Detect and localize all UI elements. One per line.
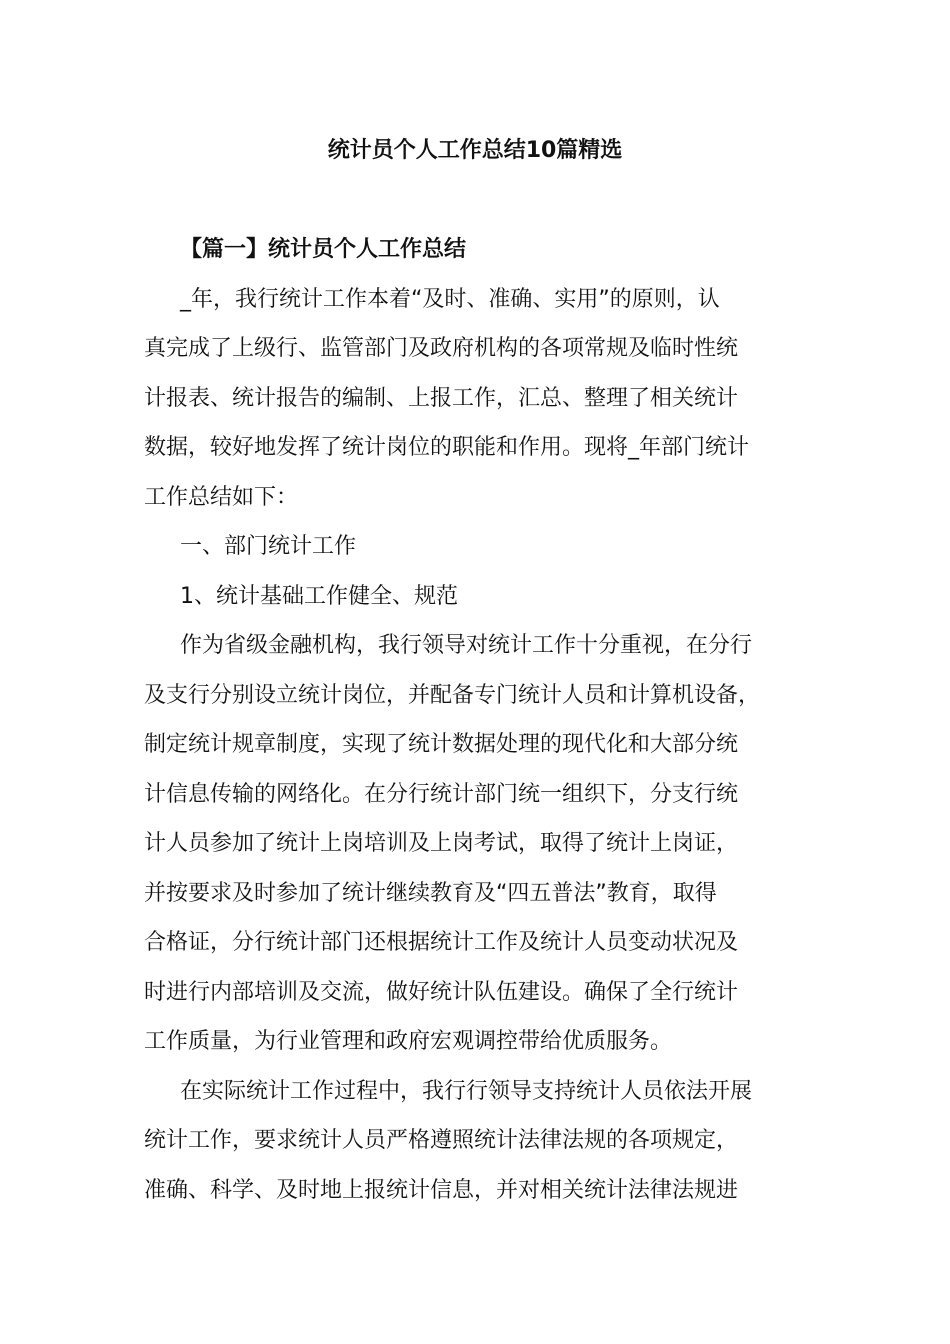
paragraph-line: 并按要求及时参加了统计继续教育及“四五普法”教育，取得	[144, 880, 717, 906]
paragraph-line: 制定统计规章制度，实现了统计数据处理的现代化和大部分统	[144, 732, 739, 757]
document-title: 统计员个人工作总结10篇精选	[327, 138, 623, 163]
paragraph-line: _年，我行统计工作本着“及时、准确、实用”的原则，认	[180, 286, 720, 312]
paragraph-line: 数据，较好地发挥了统计岗位的职能和作用。现将_年部门统计	[144, 435, 750, 460]
paragraph-line: 合格证，分行统计部门还根据统计工作及统计人员变动状况及	[144, 930, 739, 955]
paragraph-line: 真完成了上级行、监管部门及政府机构的各项常规及临时性统	[144, 336, 739, 361]
subsection-heading: 1、统计基础工作健全、规范	[180, 583, 458, 609]
paragraph-line: 计信息传输的网络化。在分行统计部门统一组织下，分支行统	[144, 781, 739, 807]
section-heading: 【篇一】统计员个人工作总结	[180, 237, 467, 262]
paragraph-line: 时进行内部培训及交流，做好统计队伍建设。确保了全行统计	[144, 979, 739, 1005]
paragraph-line: 工作质量，为行业管理和政府宏观调控带给优质服务。	[144, 1029, 673, 1054]
subsection-heading: 一、部门统计工作	[180, 534, 357, 559]
paragraph-line: 计人员参加了统计上岗培训及上岗考试，取得了统计上岗证，	[144, 831, 739, 856]
paragraph-line: 统计工作，要求统计人员严格遵照统计法律法规的各项规定，	[144, 1128, 739, 1153]
paragraph-line: 及支行分别设立统计岗位，并配备专门统计人员和计算机设备，	[144, 682, 761, 708]
paragraph-line: 作为省级金融机构，我行领导对统计工作十分重视，在分行	[180, 633, 753, 658]
document-body	[144, 232, 812, 1222]
paragraph-line: 计报表、统计报告的编制、上报工作，汇总、整理了相关统计	[144, 385, 739, 411]
paragraph-line: 在实际统计工作过程中，我行行领导支持统计人员依法开展	[180, 1078, 753, 1104]
paragraph-line: 准确、科学、及时地上报统计信息，并对相关统计法律法规进	[144, 1177, 739, 1203]
paragraph-line: 工作总结如下：	[144, 484, 299, 510]
